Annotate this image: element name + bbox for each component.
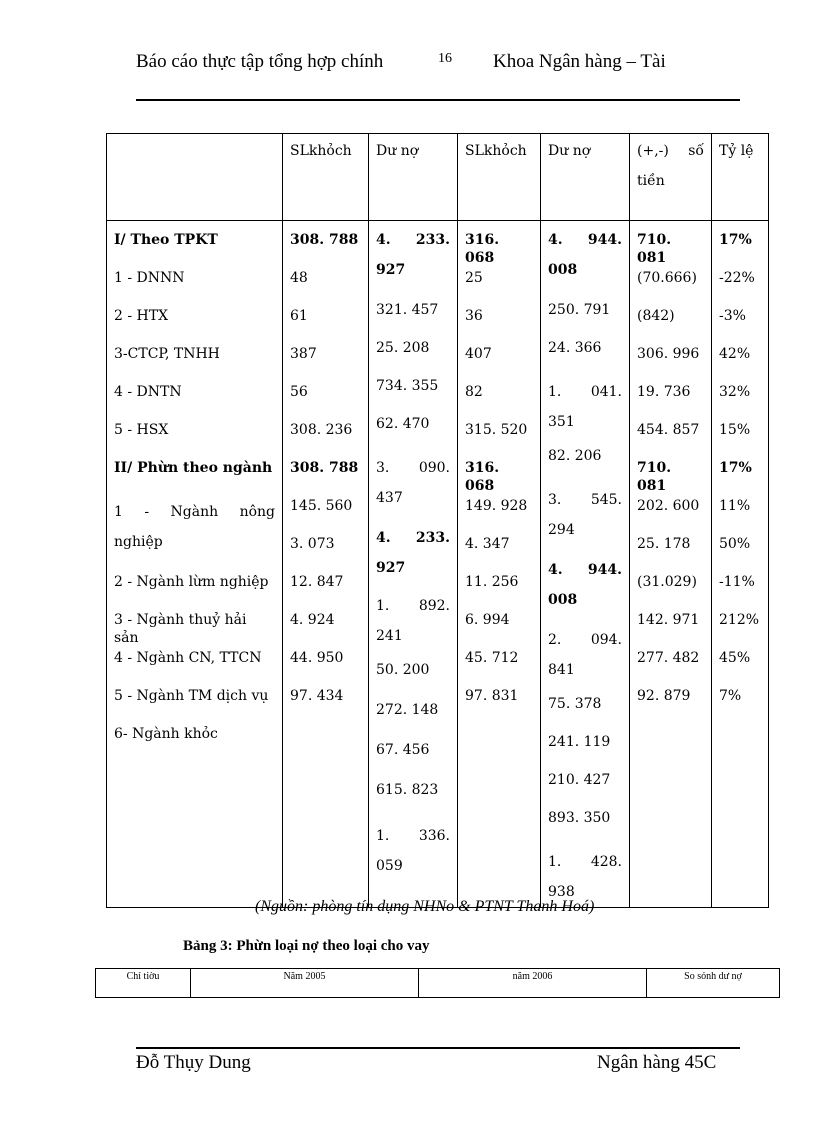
value-cell: 45% bbox=[719, 650, 751, 666]
value-cell: 315. 520 bbox=[465, 422, 528, 438]
value-cell: 4. 944. 008 bbox=[548, 232, 622, 278]
value-cell: 62. 470 bbox=[376, 416, 430, 432]
page-number: 16 bbox=[438, 51, 452, 66]
value-cell: 893. 350 bbox=[548, 810, 611, 826]
duno-2006-column bbox=[541, 221, 630, 908]
value-cell: 142. 971 bbox=[637, 612, 700, 628]
value-cell: 3. 073 bbox=[290, 536, 335, 552]
value-cell: 11% bbox=[719, 498, 751, 514]
value-cell: -22% bbox=[719, 270, 755, 286]
header-cell-sl-2006: SLkhỏch bbox=[458, 134, 541, 221]
value-cell: 15% bbox=[719, 422, 751, 438]
label-cell: 1 - DNNN bbox=[114, 270, 185, 286]
value-cell: 82 bbox=[465, 384, 483, 400]
value-cell: 308. 788 bbox=[290, 232, 359, 248]
value-cell: 3. 090. 437 bbox=[376, 460, 450, 506]
value-cell: 36 bbox=[465, 308, 483, 324]
value-cell: -3% bbox=[719, 308, 746, 324]
value-cell: (31.029) bbox=[637, 574, 697, 590]
value-cell: 50. 200 bbox=[376, 662, 430, 678]
value-cell: 454. 857 bbox=[637, 422, 700, 438]
value-cell: 734. 355 bbox=[376, 378, 439, 394]
value-cell: 272. 148 bbox=[376, 702, 439, 718]
sl-2005-column bbox=[283, 221, 369, 908]
value-cell: 4. 233. 927 bbox=[376, 530, 450, 576]
value-cell: 212% bbox=[719, 612, 760, 628]
table3-header-cell: So sỏnh dư nợ bbox=[647, 969, 780, 998]
label-cell: 2 - HTX bbox=[114, 308, 169, 324]
value-cell: 7% bbox=[719, 688, 742, 704]
value-cell: 210. 427 bbox=[548, 772, 611, 788]
header-title-left: Báo cáo thực tập tổng hợp chính bbox=[136, 51, 384, 72]
value-cell: 321. 457 bbox=[376, 302, 439, 318]
value-cell: 61 bbox=[290, 308, 308, 324]
value-cell: 3. 545. 294 bbox=[548, 492, 622, 538]
value-cell: 56 bbox=[290, 384, 308, 400]
table3-header-cell: Năm 2005 bbox=[191, 969, 419, 998]
value-cell: 145. 560 bbox=[290, 498, 353, 514]
value-cell: 92. 879 bbox=[637, 688, 691, 704]
value-cell: 202. 600 bbox=[637, 498, 700, 514]
header-title-right: Khoa Ngân hàng – Tài bbox=[493, 51, 666, 72]
value-cell: 19. 736 bbox=[637, 384, 691, 400]
value-cell: 75. 378 bbox=[548, 696, 602, 712]
value-cell: 277. 482 bbox=[637, 650, 700, 666]
value-cell: 1. 041. 351 bbox=[548, 384, 622, 430]
duno-2005-column bbox=[369, 221, 458, 908]
value-cell: 149. 928 bbox=[465, 498, 528, 514]
value-cell: 44. 950 bbox=[290, 650, 344, 666]
label-cell: 2 - Ngành lừm nghiệp bbox=[114, 574, 269, 590]
value-cell: 25. 178 bbox=[637, 536, 691, 552]
value-cell: 45. 712 bbox=[465, 650, 519, 666]
header-cell-duno-2005: Dư nợ bbox=[369, 134, 458, 221]
value-cell: 615. 823 bbox=[376, 782, 439, 798]
footer-author: Đỗ Thụy Dung bbox=[136, 1052, 251, 1073]
value-cell: 4. 233. 927 bbox=[376, 232, 450, 278]
table3-caption: Bảng 3: Phừn loại nợ theo loại cho vay bbox=[183, 938, 430, 954]
header-cell-sl-2005: SLkhỏch bbox=[283, 134, 369, 221]
label-cell: 4 - Ngành CN, TTCN bbox=[114, 650, 262, 666]
value-cell: 42% bbox=[719, 346, 751, 362]
value-cell: 710. 081 bbox=[637, 232, 672, 266]
value-cell: -11% bbox=[719, 574, 755, 590]
value-cell: 2. 094. 841 bbox=[548, 632, 622, 678]
value-cell: 308. 788 bbox=[290, 460, 359, 476]
value-cell: 710. 081 bbox=[637, 460, 672, 494]
loan-table bbox=[106, 133, 769, 908]
value-cell: 387 bbox=[290, 346, 317, 362]
value-cell: 308. 236 bbox=[290, 422, 353, 438]
value-cell: 1. 428. 938 bbox=[548, 854, 622, 900]
value-cell: 4. 944. 008 bbox=[548, 562, 622, 608]
value-cell: 97. 831 bbox=[465, 688, 519, 704]
label-cell: 6- Ngành khỏc bbox=[114, 726, 218, 742]
label-cell: 4 - DNTN bbox=[114, 384, 182, 400]
value-cell: 241. 119 bbox=[548, 734, 611, 750]
value-cell: 17% bbox=[719, 460, 752, 476]
value-cell: 4. 347 bbox=[465, 536, 510, 552]
source-note: (Nguồn: phòng tín dụng NHNo & PTNT Thanh Hoá) bbox=[255, 898, 595, 915]
footer-rule bbox=[136, 1047, 740, 1049]
label-cell: 3-CTCP, TNHH bbox=[114, 346, 220, 362]
value-cell: 12. 847 bbox=[290, 574, 344, 590]
header-rule bbox=[136, 99, 740, 101]
value-cell: 25. 208 bbox=[376, 340, 430, 356]
value-cell: 11. 256 bbox=[465, 574, 519, 590]
value-cell: 1. 892. 241 bbox=[376, 598, 450, 644]
value-cell: 407 bbox=[465, 346, 492, 362]
table3-header-row bbox=[96, 969, 780, 998]
label-cell: 1 - Ngành nông nghiệp bbox=[114, 504, 275, 550]
value-cell: 32% bbox=[719, 384, 751, 400]
value-cell: 1. 336. 059 bbox=[376, 828, 450, 874]
table3-header-cell: Chỉ tiờu bbox=[96, 969, 191, 998]
value-cell: 48 bbox=[290, 270, 308, 286]
sl-2006-column bbox=[458, 221, 541, 908]
value-cell: 67. 456 bbox=[376, 742, 430, 758]
value-cell: 6. 994 bbox=[465, 612, 510, 628]
table3 bbox=[95, 968, 780, 998]
label-cell: I/ Theo TPKT bbox=[114, 232, 218, 248]
footer-class: Ngân hàng 45C bbox=[597, 1052, 717, 1073]
value-cell: 306. 996 bbox=[637, 346, 700, 362]
value-cell: 250. 791 bbox=[548, 302, 611, 318]
value-cell: 17% bbox=[719, 232, 752, 248]
table3-header-cell: năm 2006 bbox=[419, 969, 647, 998]
labels-column bbox=[107, 221, 283, 908]
header-cell-duno-2006: Dư nợ bbox=[541, 134, 630, 221]
header-cell-empty bbox=[107, 134, 283, 221]
header-cell-change: (+,-) số tiền bbox=[630, 134, 712, 221]
label-cell: 3 - Ngành thuỷ hải sản bbox=[114, 612, 247, 646]
value-cell: 25 bbox=[465, 270, 483, 286]
change-column bbox=[630, 221, 712, 908]
header-cell-ratio: Tỷ lệ bbox=[712, 134, 769, 221]
label-cell: 5 - HSX bbox=[114, 422, 169, 438]
table-header-row bbox=[107, 134, 769, 221]
value-cell: (842) bbox=[637, 308, 675, 324]
value-cell: 50% bbox=[719, 536, 751, 552]
value-cell: (70.666) bbox=[637, 270, 697, 286]
value-cell: 97. 434 bbox=[290, 688, 344, 704]
value-cell: 4. 924 bbox=[290, 612, 335, 628]
value-cell: 316. 068 bbox=[465, 232, 500, 266]
label-cell: 5 - Ngành TM dịch vụ bbox=[114, 688, 269, 704]
label-cell: II/ Phừn theo ngành bbox=[114, 460, 273, 476]
value-cell: 24. 366 bbox=[548, 340, 602, 356]
table-body-row bbox=[107, 221, 769, 908]
value-cell: 82. 206 bbox=[548, 448, 602, 464]
value-cell: 316. 068 bbox=[465, 460, 500, 494]
ratio-column bbox=[712, 221, 769, 908]
